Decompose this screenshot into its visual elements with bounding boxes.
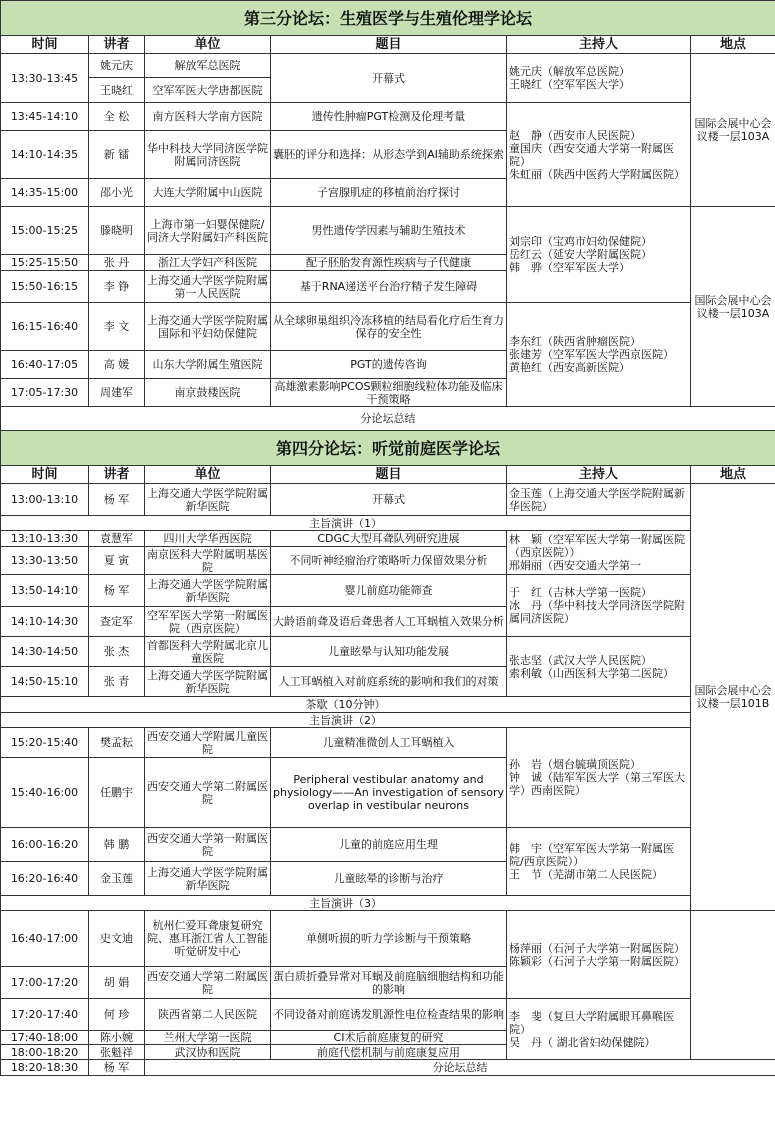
session-speaker: 韩 鹏 [89,828,145,862]
forum3-session-row [1,103,775,131]
session-speaker: 樊孟耘 [89,728,145,758]
session-time: 13:30-13:45 [1,54,89,103]
session-speaker-line: 王晓红 [100,83,133,97]
session-speaker: 杨 军 [89,575,145,607]
session-topic: CI术后前庭康复的研究 [271,1031,507,1045]
session-speaker-line: 姚元庆 [89,54,144,78]
session-topic: 男性遗传学因素与辅助生殖技术 [271,207,507,255]
session-topic: Peripheral vestibular anatomy and physiology——An investigation of sensory overlap in vestibular neurons [271,758,507,828]
session-time: 17:20-17:40 [1,999,89,1031]
session-time: 18:00-18:20 [1,1045,89,1060]
session-time: 13:50-14:10 [1,575,89,607]
session-topic: 遗传性肿瘤PGT检测及伦理考量 [271,103,507,131]
session-time: 15:50-16:15 [1,271,89,303]
session-org: 上海交通大学医学院附属新华医院 [145,484,271,516]
session-org: 西安交通大学附属儿童医院 [145,728,271,758]
forum3-summary-row [1,407,775,431]
session-host: 杨萍丽（石河子大学第一附属医院） 陈颖彩（石河子大学第一附属医院） [507,911,691,999]
session-time: 13:30-13:50 [1,547,89,575]
session-topic: 开幕式 [271,54,507,103]
session-speaker: 张魁祥 [89,1045,145,1060]
forum4-session-row [1,911,775,967]
session-topic: 囊胚的评分和选择：从形态学到AI辅助系统探索 [271,131,507,179]
session-topic: 从全球卵巢组织冷冻移植的结局看化疗后生育力保存的安全性 [271,303,507,351]
column-header: 地点 [691,466,775,484]
forum4-session-row [1,531,775,547]
session-org-line: 空军军医大学唐都医院 [152,83,263,97]
session-speaker: 张 丹 [89,255,145,271]
break-row [1,697,775,713]
session-time: 18:20-18:30 [1,1060,89,1076]
break-label: 茶歇（10分钟） [1,697,691,713]
session-topic: 子宫腺肌症的移植前治疗探讨 [271,179,507,207]
session-speaker: 高 媛 [89,351,145,379]
session-org: 浙江大学妇产科医院 [145,255,271,271]
session-speaker: 何 珍 [89,999,145,1031]
session-time: 15:25-15:50 [1,255,89,271]
session-venue: 国际会展中心会议楼一层103A [691,207,775,407]
session-host: 李东红（陕西省肿瘤医院） 张建芳（空军军医大学西京医院） 黄艳红（西安高新医院） [507,303,691,407]
column-header: 题目 [271,36,507,54]
forum4-header-row [1,466,775,484]
forum3-summary: 分论坛总结 [1,407,775,431]
session-topic: 不同设备对前庭诱发肌源性电位检查结果的影响 [271,999,507,1031]
forum4-session-row [1,637,775,667]
session-speaker: 全 松 [89,103,145,131]
session-org: 陕西省第二人民医院 [145,999,271,1031]
session-time: 14:10-14:30 [1,607,89,637]
session-time: 14:10-14:35 [1,131,89,179]
forum3-session-row [1,303,775,351]
session-org: 上海交通大学医学院附属国际和平妇幼保健院 [145,303,271,351]
session-topic: PGT的遗传咨询 [271,351,507,379]
session-time: 16:00-16:20 [1,828,89,862]
session-org: 大连大学附属中山医院 [145,179,271,207]
session-speaker: 滕晓明 [89,207,145,255]
session-topic: 不同听神经瘤治疗策略听力保留效果分析 [271,547,507,575]
forum4-opening-row [1,484,775,516]
column-header: 地点 [691,36,775,54]
session-speaker: 查定军 [89,607,145,637]
session-speaker: 袁慧军 [89,531,145,547]
column-header: 单位 [145,466,271,484]
forum4-title: 第四分论坛：听觉前庭医学论坛 [1,431,775,466]
session-org: 上海交通大学医学院附属新华医院 [145,575,271,607]
session-topic: 儿童眩晕的诊断与治疗 [271,862,507,896]
session-speaker: 新 镭 [89,131,145,179]
session-topic: 基于RNA递送平台治疗精子发生障碍 [271,271,507,303]
session-org: 首都医科大学附属北京儿童医院 [145,637,271,667]
session-speaker: 李 文 [89,303,145,351]
session-time: 15:40-16:00 [1,758,89,828]
column-header: 讲者 [89,36,145,54]
session-org: 武汉协和医院 [145,1045,271,1060]
session-org: 南京鼓楼医院 [145,379,271,407]
session-speaker: 杨 军 [89,484,145,516]
session-topic: 高雄激素影响PCOS颗粒细胞线粒体功能及临床干预策略 [271,379,507,407]
session-org: 西安交通大学第二附属医院 [145,967,271,999]
forum3-header-row [1,36,775,54]
session-time: 14:35-15:00 [1,179,89,207]
session-speaker: 胡 娟 [89,967,145,999]
session-topic: 儿童精准微创人工耳蜗植入 [271,728,507,758]
forum4-banner-row [1,431,775,466]
column-header: 题目 [271,466,507,484]
session-time: 17:05-17:30 [1,379,89,407]
session-venue: 国际会展中心会议楼一层101B [691,484,775,911]
session-org: 兰州大学第一医院 [145,1031,271,1045]
session-speaker: 张 杰 [89,637,145,667]
keynote-label: 主旨演讲（2） [1,713,691,728]
session-speaker: 夏 寅 [89,547,145,575]
keynote-row [1,896,775,911]
session-speaker: 陈小婉 [89,1031,145,1045]
session-topic: 婴儿前庭功能筛查 [271,575,507,607]
session-time: 14:50-15:10 [1,667,89,697]
forum3-session-row [1,207,775,255]
session-host: 刘宗印（宝鸡市妇幼保健院） 岳红云（延安大学附属医院） 韩 骅（空军军医大学） [507,207,691,303]
session-time: 16:20-16:40 [1,862,89,896]
session-speaker: 杨 军 [89,1060,145,1076]
session-speaker: 李 铮 [89,271,145,303]
session-time: 15:00-15:25 [1,207,89,255]
session-org: 南京医科大学附属明基医院 [145,547,271,575]
session-org: 西安交通大学第二附属医院 [145,758,271,828]
session-org: 上海市第一妇婴保健院/同济大学附属妇产科医院 [145,207,271,255]
session-host: 韩 宇（空军军医大学第一附属医院/西京医院）） 王 节（芜湖市第二人民医院） [507,828,691,896]
session-host: 姚元庆（解放军总医院） 王晓红（空军军医大学） [507,54,691,103]
session-org: 杭州仁爱耳聋康复研究院、惠耳浙江省人工智能听觉研发中心 [145,911,271,967]
column-header: 主持人 [507,36,691,54]
session-host: 林 颖（空军军医大学第一附属医院（西京医院）） 邢娟丽（西安交通大学第一 [507,531,691,575]
forum4-session-row [1,575,775,607]
session-topic: 蛋白质折叠异常对耳蜗及前庭脑细胞结构和功能的影响 [271,967,507,999]
session-topic: 儿童眩晕与认知功能发展 [271,637,507,667]
forum4-session-row [1,828,775,862]
session-org: 上海交通大学医学院附属新华医院 [145,667,271,697]
session-org: 华中科技大学同济医学院附属同济医院 [145,131,271,179]
session-org: 南方医科大学南方医院 [145,103,271,131]
session-time: 13:45-14:10 [1,103,89,131]
session-topic: 大龄语前聋及语后聋患者人工耳蜗植入效果分析 [271,607,507,637]
session-host: 孙 岩（烟台毓璜顶医院） 钟 诚（陆军军医大学（第三军医大学）西南医院） [507,728,691,828]
session-venue: 国际会展中心会议楼一层103A [691,54,775,207]
session-topic: 前庭代偿机制与前庭康复应用 [271,1045,507,1060]
keynote-label: 主旨演讲（3） [1,896,691,911]
session-speaker: 任鹏宇 [89,758,145,828]
column-header: 时间 [1,466,89,484]
forum3-banner-row [1,1,775,36]
session-org: 山东大学附属生殖医院 [145,351,271,379]
keynote-label: 主旨演讲（1） [1,516,691,531]
session-org: 上海交通大学医学院附属新华医院 [145,862,271,896]
session-time: 17:40-18:00 [1,1031,89,1045]
forum4-session-row [1,999,775,1031]
column-header: 时间 [1,36,89,54]
session-host: 张志坚（武汉大学人民医院） 索利敏（山西医科大学第二医院） [507,637,691,697]
session-org-line: 解放军总医院 [145,54,270,78]
session-org: 西安交通大学第一附属医院 [145,828,271,862]
session-org: 空军军医大学第一附属医院（西京医院） [145,607,271,637]
session-topic: 开幕式 [271,484,507,516]
session-topic: 儿童的前庭应用生理 [271,828,507,862]
forum3-session-row [1,54,775,103]
session-org [145,54,271,103]
session-speaker: 史文迪 [89,911,145,967]
session-topic: 人工耳蜗植入对前庭系统的影响和我们的对策 [271,667,507,697]
session-host: 金玉莲（上海交通大学医学院附属新华医院） [507,484,691,516]
session-org: 四川大学华西医院 [145,531,271,547]
forum3-title: 第三分论坛：生殖医学与生殖伦理学论坛 [1,1,775,36]
session-time: 16:40-17:00 [1,911,89,967]
session-host: 李 斐（复旦大学附属眼耳鼻喉医院） 吴 丹（ 湖北省妇幼保健院） [507,999,691,1060]
session-topic: 单侧听损的听力学诊断与干预策略 [271,911,507,967]
column-header: 主持人 [507,466,691,484]
session-speaker: 邵小光 [89,179,145,207]
session-time: 15:20-15:40 [1,728,89,758]
column-header: 讲者 [89,466,145,484]
session-org: 上海交通大学医学院附属第一人民医院 [145,271,271,303]
session-time: 16:40-17:05 [1,351,89,379]
session-time: 13:10-13:30 [1,531,89,547]
session-topic: CDGC大型耳聋队列研究进展 [271,531,507,547]
session-topic: 配子胚胎发育源性疾病与子代健康 [271,255,507,271]
session-host: 于 红（吉林大学第一医院） 冰 丹（华中科技大学同济医学院附属同济医院） [507,575,691,637]
session-time: 17:00-17:20 [1,967,89,999]
forum4-closing-row [1,1060,775,1076]
keynote-row [1,516,775,531]
session-speaker: 金玉莲 [89,862,145,896]
session-speaker [89,54,145,103]
session-time: 13:00-13:10 [1,484,89,516]
session-speaker: 周建军 [89,379,145,407]
keynote-row [1,713,775,728]
forum4-session-row [1,728,775,758]
column-header: 单位 [145,36,271,54]
session-speaker: 张 青 [89,667,145,697]
session-host: 赵 静（西安市人民医院） 童国庆（西安交通大学第一附属医院） 朱虹丽（陕西中医药大学附属医院） [507,103,691,207]
session-time: 16:15-16:40 [1,303,89,351]
forum4-summary: 分论坛总结 [145,1060,775,1076]
session-time: 14:30-14:50 [1,637,89,667]
